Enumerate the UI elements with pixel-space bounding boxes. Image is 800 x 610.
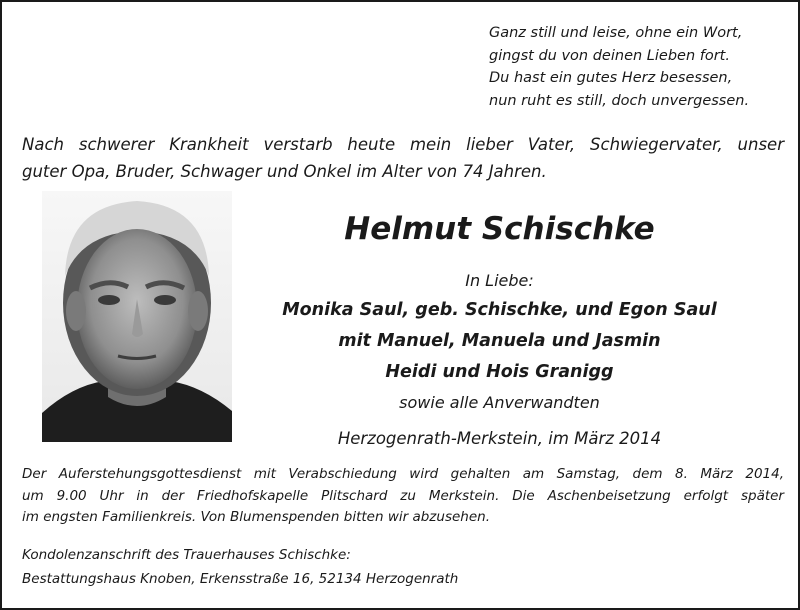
- announcement-line: guter Opa, Bruder, Schwager und Onkel im Alter von 74 Jahren.: [22, 162, 547, 181]
- deceased-name: Helmut Schischke: [344, 211, 655, 247]
- poem-line: nun ruht es still, doch unvergessen.: [489, 92, 750, 109]
- mourners-list: [237, 266, 762, 417]
- mourner-line: Heidi und Hois Granigg: [385, 362, 614, 382]
- mourner-line: mit Manuel, Manuela und Jasmin: [338, 331, 661, 351]
- mourner-line: Monika Saul, geb. Schischke, und Egon Saul: [282, 300, 717, 320]
- service-information: [22, 464, 784, 529]
- service-line: Der Auferstehungsgottesdienst mit Verabschiedung wird gehalten am Samstag, dem 8. März 2014,: [22, 466, 784, 482]
- service-line: im engsten Familienkreis. Von Blumenspenden bitten wir abzusehen.: [22, 509, 490, 525]
- death-announcement: [22, 131, 784, 185]
- place-and-date: Herzogenrath-Merkstein, im März 2014: [337, 429, 662, 448]
- poem-line: Du hast ein gutes Herz besessen,: [489, 70, 733, 86]
- service-line: um 9.00 Uhr in der Friedhofskapelle Plitschard zu Merkstein. Die Aschenbeisetzung erfolgt später: [22, 487, 784, 504]
- poem-line: gingst du von deinen Lieben fort.: [489, 47, 730, 64]
- memorial-poem: [489, 22, 789, 112]
- mourners-closing: sowie alle Anverwandten: [399, 393, 600, 412]
- condolence-address-line: Bestattungshaus Knoben, Erkensstraße 16, 52134 Herzogenrath: [22, 571, 459, 587]
- mourners-intro: In Liebe:: [465, 271, 534, 290]
- poem-line: Ganz still und leise, ohne ein Wort,: [489, 25, 743, 41]
- announcement-line: Nach schwerer Krankheit verstarb heute mein lieber Vater, Schwiegervater, unser: [22, 135, 784, 154]
- portrait-photo: [42, 191, 232, 442]
- condolence-heading: Kondolenzanschrift des Trauerhauses Schischke:: [22, 547, 351, 563]
- condolence-address: [22, 543, 622, 591]
